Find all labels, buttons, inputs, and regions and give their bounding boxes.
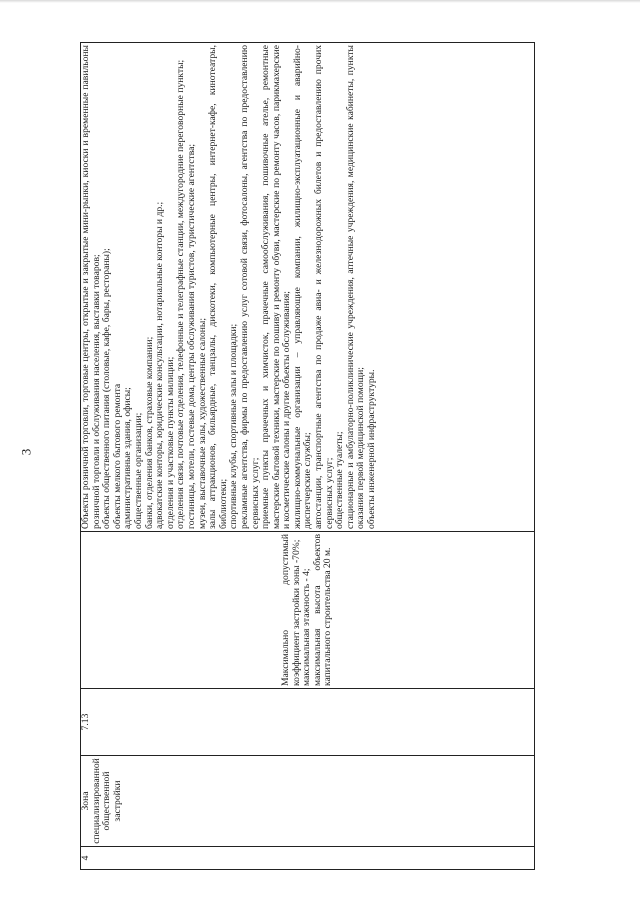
object-item: залы аттракционов, бильярдные, танцзалы, дискотеки, компьютерные центры, интернет-кафе, кинотеатры, библиотеки; <box>207 45 229 529</box>
object-item: рекламные агентства, фирмы по предоставлению услуг сотовой связи, фотосалоны, агентства по предоставлению сервисных услуг; <box>238 45 261 529</box>
zone-table <box>80 42 535 870</box>
code-cell <box>81 689 535 756</box>
object-item: спортивные клубы, спортивные залы и площадки; <box>228 323 240 529</box>
object-item: отделения связи, почтовые отделения, телефонные и телеграфные станции, междугородние переговорные пункты; <box>175 59 187 529</box>
parameters-list <box>81 534 534 686</box>
zone-code: 7.13 <box>80 713 91 731</box>
zone-name-cell <box>81 756 535 847</box>
object-item: Объекты розничной торговли, торговые центры, открытые и закрытые мини-рынки, киоски и временные павильоны розничной торговли и обслуживания населения, выставки товаров; <box>80 45 102 529</box>
parameter-item: максимальная этажность - 4; <box>301 568 313 686</box>
zone-name: Зона специализированной общественной застройки <box>80 758 123 844</box>
object-item: стационарные и амбулаторно-поликлинические учреждения, аптечные учреждения, медицинские кабинеты, пункты оказания первой медицинской помощи; <box>344 45 367 529</box>
object-item: адвокатские конторы, юридические консультации, нотариальные конторы и др.; <box>154 201 166 529</box>
object-item: приемные пункты прачечных и химчисток, прачечные самообслуживания, пошивочные ателье, ремонтные мастерские бытовой техники, мастерские по пошиву и ремонту обуви, мастерские по ремонту часов, парикмахерские и косметические салоны и другие объекты обслуживания; <box>260 45 293 529</box>
row-number: 4 <box>80 855 91 861</box>
object-item: отделения и участковые пункты милиции; <box>164 356 176 529</box>
object-item: общественные туалеты; <box>334 431 346 529</box>
object-item: музеи, выставочные залы, художественные салоны; <box>196 317 208 529</box>
row-number-cell <box>81 847 535 870</box>
object-item: объекты инженерной инфраструктуры. <box>366 369 378 529</box>
object-item: гостиницы, мотели, гостевые дома, центры обслуживания туристов, туристические агентства; <box>185 143 197 529</box>
object-item: банки, отделения банков, страховые компании; <box>143 336 155 529</box>
scan-edge <box>0 0 640 3</box>
page-number: 3 <box>18 448 34 456</box>
parameters-cell <box>81 532 535 689</box>
parameter-item: максимальная высота объектов капитального строительства 20 м. <box>311 534 334 686</box>
parameter-item: Максимально допустимый коэффициент застройки зоны -70%; <box>280 534 302 686</box>
objects-cell <box>81 43 535 532</box>
table-row <box>81 43 535 870</box>
objects-list <box>81 45 378 529</box>
object-item: объекты общественного питания (столовые, кафе, бары, рестораны); <box>101 248 113 529</box>
object-item: объекты мелкого бытового ремонта <box>111 383 123 529</box>
object-item: административные здания, офисы; <box>122 387 134 529</box>
object-item: автостанции, транспортные агентства по продаже авиа- и железнодорожных билетов и предоставлению прочих сервисных услуг; <box>313 45 335 529</box>
object-item: жилищно-коммунальные организации – управляющие компании, жилищно-эксплуатационные и аварийно-диспетчерские службы; <box>291 45 314 529</box>
object-item: общественные организации; <box>132 412 144 529</box>
rotated-page <box>80 42 535 870</box>
